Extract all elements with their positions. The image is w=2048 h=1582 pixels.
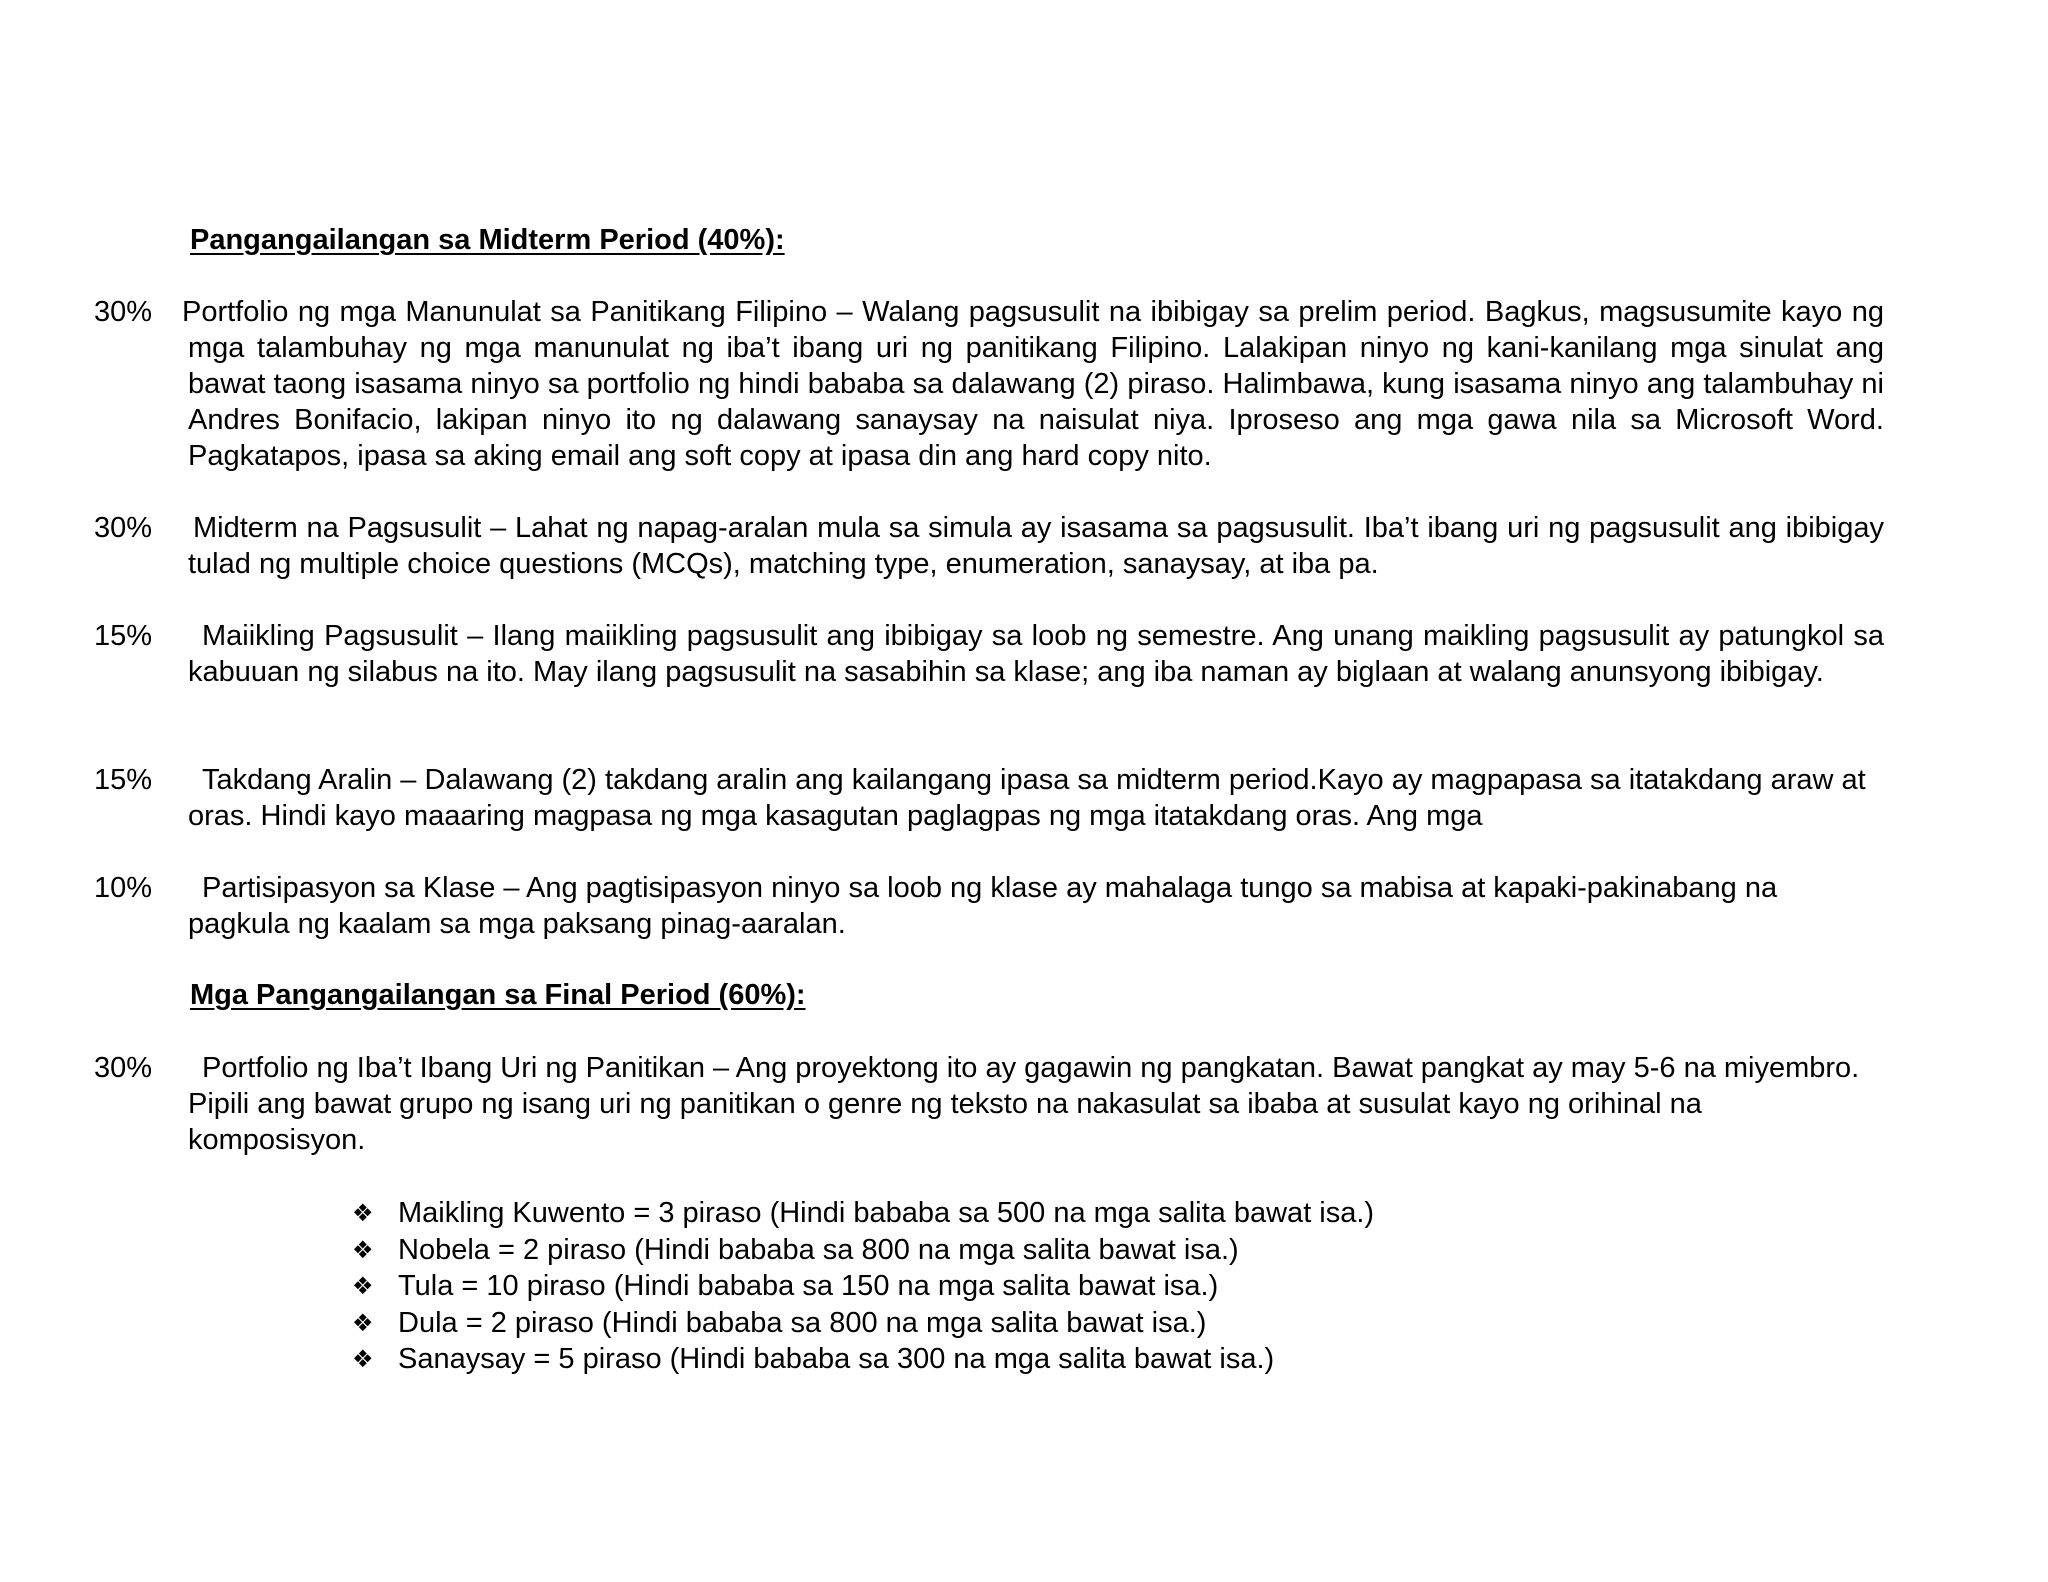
diamond-bullet-icon: ❖	[352, 1345, 374, 1373]
diamond-bullet-icon: ❖	[352, 1235, 374, 1264]
item-percent: 10%	[94, 872, 153, 904]
item-percent: 15%	[94, 620, 153, 652]
list-item	[352, 1268, 1374, 1305]
list-item	[352, 1341, 1374, 1378]
list-item	[352, 1195, 1374, 1232]
midterm-item-participation	[94, 870, 1884, 942]
midterm-item-portfolio	[94, 294, 1884, 474]
list-item-text: Tula = 10 piraso (Hindi bababa sa 150 na mga salita bawat isa.)	[398, 1270, 1219, 1302]
list-item-text: Sanaysay = 5 piraso (Hindi bababa sa 300 na mga salita bawat isa.)	[398, 1343, 1275, 1375]
item-percent: 30%	[94, 296, 153, 328]
list-item-text: Maikling Kuwento = 3 piraso (Hindi bababa sa 500 na mga salita bawat isa.)	[398, 1197, 1375, 1229]
item-description: Partisipasyon sa Klase – Ang pagtisipasyon ninyo sa loob ng klase ay mahalaga tungo sa mabisa at kapaki-pakinabang na pagkula ng kaalam sa mga paksang pinag-aaralan.	[188, 872, 1778, 940]
final-heading: Mga Pangangailangan sa Final Period (60%):	[190, 979, 806, 1011]
list-item	[352, 1305, 1374, 1342]
item-description: Midterm na Pagsusulit – Lahat ng napag-aralan mula sa simula ay isasama sa pagsusulit. Iba’t ibang uri ng pagsusulit ang ibibigay tulad ng multiple choice questions (MCQs), matching type, enumeration, sanaysay, at iba pa.	[188, 512, 1884, 580]
midterm-item-quizzes	[94, 618, 1884, 690]
item-description: Takdang Aralin – Dalawang (2) takdang aralin ang kailangang ipasa sa midterm period.Kayo ay magpapasa sa itatakdang araw at oras. Hindi kayo maaaring magpasa ng mga kasagutan paglagpas ng mga itatakdang oras. Ang mga	[188, 764, 1866, 832]
item-percent: 15%	[94, 764, 153, 796]
item-description: Portfolio ng Iba’t Ibang Uri ng Panitikan – Ang proyektong ito ay gagawin ng pangkatan. Bawat pangkat ay may 5-6 na miyembro. Pipili ang bawat grupo ng isang uri ng panitikan o genre ng teksto na nakasulat sa ibaba at susulat kayo ng orihinal na komposisyon.	[188, 1052, 1860, 1156]
midterm-item-exam	[94, 510, 1884, 582]
midterm-item-homework	[94, 762, 1884, 834]
item-percent: 30%	[94, 1052, 153, 1084]
list-item-text: Dula = 2 piraso (Hindi bababa sa 800 na mga salita bawat isa.)	[398, 1306, 1207, 1339]
item-percent: 30%	[94, 512, 153, 544]
diamond-bullet-icon: ❖	[352, 1272, 374, 1300]
item-description: Maiikling Pagsusulit – Ilang maiikling pagsusulit ang ibibigay sa loob ng semestre. Ang unang maikling pagsusulit ay patungkol sa kabuuan ng silabus na ito. May ilang pagsusulit na sasabihin sa klase; ang iba naman ay biglaan at walang anunsyong ibibigay.	[188, 620, 1884, 688]
midterm-heading: Pangangailangan sa Midterm Period (40%):	[190, 224, 785, 256]
list-item	[352, 1232, 1374, 1269]
genre-list	[352, 1195, 1374, 1378]
list-item-text: Nobela = 2 piraso (Hindi bababa sa 800 na mga salita bawat isa.)	[398, 1233, 1239, 1266]
diamond-bullet-icon: ❖	[352, 1308, 374, 1337]
item-description: Portfolio ng mga Manunulat sa Panitikang Filipino – Walang pagsusulit na ibibigay sa prelim period. Bagkus, magsusumite kayo ng mga talambuhay ng mga manunulat ng iba’t ibang uri ng panitikang Filipino. Lalakipan ninyo ng kani-kanilang mga sinulat ang bawat taong isasama ninyo sa portfolio ng hindi bababa sa dalawang (2) piraso. Halimbawa, kung isasama ninyo ang talambuhay ni Andres Bonifacio, lakipan ninyo ito ng dalawang sanaysay na naisulat niya. Iproseso ang mga gawa nila sa Microsoft Word. Pagkatapos, ipasa sa aking email ang soft copy at ipasa din ang hard copy nito.	[182, 296, 1884, 472]
diamond-bullet-icon: ❖	[352, 1199, 374, 1227]
final-item-portfolio	[94, 1050, 1884, 1158]
